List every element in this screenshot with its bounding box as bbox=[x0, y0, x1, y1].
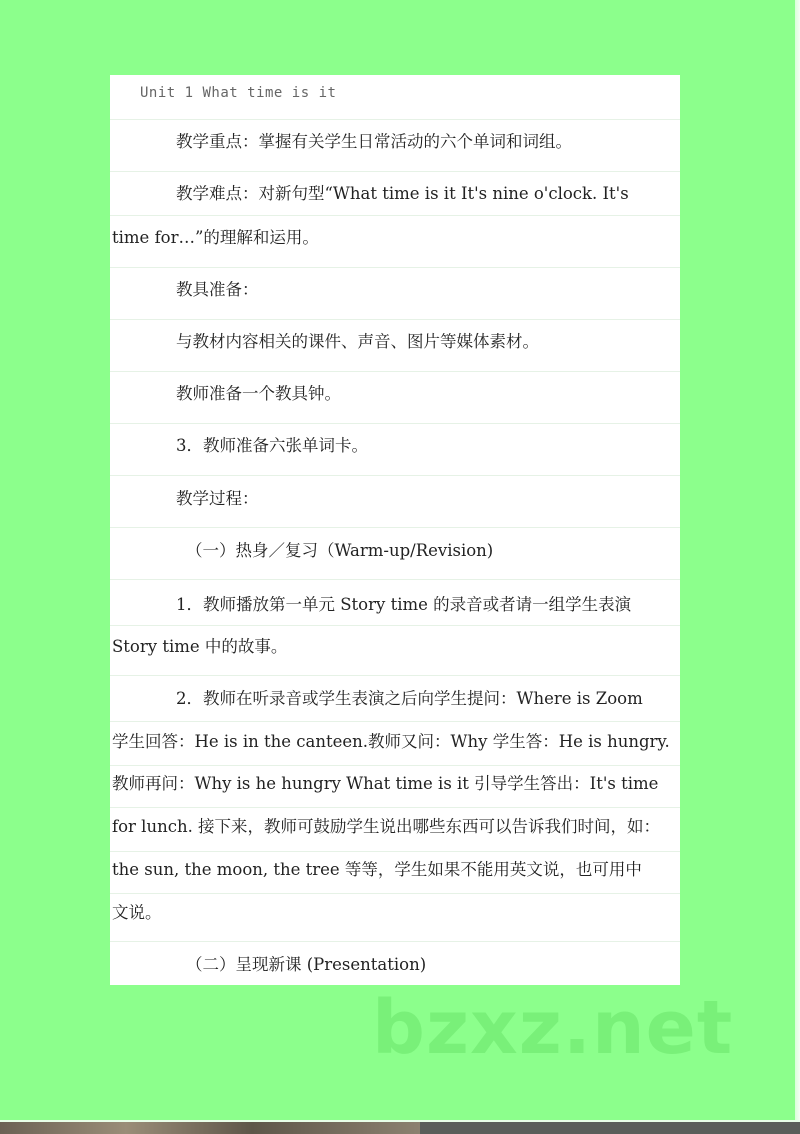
line-rule bbox=[110, 675, 680, 676]
presentation-section-heading: （二）呈现新课 (Presentation) bbox=[186, 955, 427, 974]
line-rule bbox=[110, 527, 680, 528]
bottom-image-strip bbox=[0, 1120, 800, 1134]
warmup-step-1-cont: Story time 中的故事。 bbox=[112, 637, 288, 656]
teaching-aids-item-1: 与教材内容相关的课件、声音、图片等媒体素材。 bbox=[176, 332, 539, 351]
teaching-aids-heading: 教具准备： bbox=[176, 280, 259, 299]
line-rule bbox=[110, 171, 680, 172]
line-rule bbox=[110, 119, 680, 120]
teaching-focus-line: 教学重点：掌握有关学生日常活动的六个单词和词组。 bbox=[176, 132, 572, 151]
teaching-aids-item-2: 教师准备一个教具钟。 bbox=[176, 384, 341, 403]
line-rule bbox=[110, 267, 680, 268]
warmup-step-2-line-5: the sun, the moon, the tree 等等，学生如果不能用英文说，也可用中 bbox=[112, 860, 642, 879]
teaching-aids-item-3: 3．教师准备六张单词卡。 bbox=[176, 436, 368, 455]
line-rule bbox=[110, 475, 680, 476]
line-rule bbox=[110, 215, 680, 216]
document-page bbox=[110, 75, 680, 985]
bottom-photo-fragment bbox=[0, 1120, 420, 1134]
site-watermark: bzxz.net bbox=[372, 985, 734, 1071]
warmup-step-2-line-3: 教师再问：Why is he hungry What time is it 引导学生答出：It's time bbox=[112, 774, 659, 793]
right-edge-strip bbox=[795, 0, 800, 1134]
teaching-difficulty-line-cont: time for…”的理解和运用。 bbox=[112, 228, 319, 247]
warmup-section-heading: （一）热身／复习（Warm-up/Revision) bbox=[186, 541, 494, 560]
teaching-process-heading: 教学过程： bbox=[176, 489, 259, 508]
line-rule bbox=[110, 423, 680, 424]
warmup-step-2-line-2: 学生回答：He is in the canteen.教师又问：Why 学生答：He is hungry. bbox=[112, 732, 670, 751]
line-rule bbox=[110, 893, 680, 894]
warmup-step-2-line-4: for lunch. 接下来，教师可鼓励学生说出哪些东西可以告诉我们时间，如： bbox=[112, 817, 661, 836]
warmup-step-1: 1．教师播放第一单元 Story time 的录音或者请一组学生表演 bbox=[176, 595, 632, 614]
teaching-difficulty-line: 教学难点：对新句型“What time is it It's nine o'clock. It's bbox=[176, 184, 629, 203]
line-rule bbox=[110, 319, 680, 320]
line-rule bbox=[110, 579, 680, 580]
line-rule bbox=[110, 941, 680, 942]
bottom-divider bbox=[0, 1120, 800, 1122]
line-rule bbox=[110, 371, 680, 372]
line-rule bbox=[110, 807, 680, 808]
line-rule bbox=[110, 721, 680, 722]
line-rule bbox=[110, 851, 680, 852]
warmup-step-2: 2．教师在听录音或学生表演之后向学生提问：Where is Zoom bbox=[176, 689, 643, 708]
warmup-step-2-line-6: 文说。 bbox=[112, 903, 162, 922]
line-rule bbox=[110, 765, 680, 766]
page-header-title: Unit 1 What time is it bbox=[140, 85, 337, 101]
line-rule bbox=[110, 625, 680, 626]
